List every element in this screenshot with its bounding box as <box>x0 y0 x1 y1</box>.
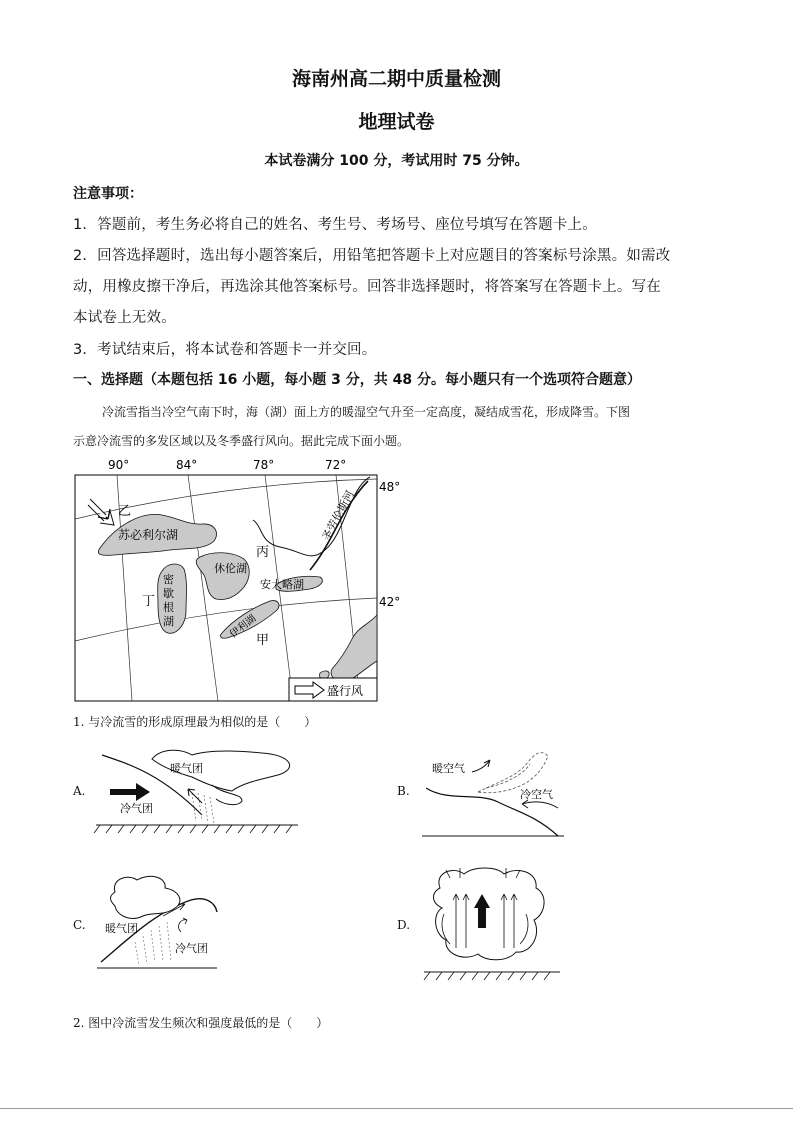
option-c-warm-label: 暖气团 <box>105 922 138 935</box>
option-c-diagram[interactable] <box>95 872 220 980</box>
label-ding: 丁 <box>142 594 156 609</box>
option-a-warm-label: 暖气团 <box>170 762 203 775</box>
notice-item-2-line-3: 本试卷上无效。 <box>73 310 176 326</box>
label-st-lawrence-river: 圣劳伦斯河 <box>319 488 357 544</box>
notice-heading: 注意事项： <box>73 186 143 202</box>
legend-label: 盛行风 <box>327 684 364 698</box>
lon-label-90: 90° <box>108 458 130 472</box>
option-b-diagram[interactable] <box>418 742 568 842</box>
lon-label-78: 78° <box>253 458 275 472</box>
option-a-cold-label: 冷气团 <box>120 802 153 815</box>
label-lake-superior: 苏必利尔湖 <box>118 528 179 542</box>
notice-item-1: 1．答题前，考生务必将自己的姓名、考生号、考场号、座位号填写在答题卡上。 <box>73 217 597 233</box>
label-lake-michigan: 密歇根湖 <box>163 573 174 628</box>
question-2: 2. 图中冷流雪发生频次和强度最低的是（ ） <box>73 1016 329 1030</box>
ground-hatch <box>94 825 292 833</box>
notice-item-2-line-1: 2．回答选择题时，选出每小题答案后，用铅笔把答题卡上对应题目的答案标号涂黑。如需改 <box>73 248 671 264</box>
option-d-diagram[interactable] <box>420 864 565 986</box>
lon-label-84: 84° <box>176 458 198 472</box>
label-lake-erie: 伊利湖 <box>227 613 259 641</box>
label-bing: 丙 <box>256 545 270 560</box>
notice-item-3: 3．考试结束后，将本试卷和答题卡一并交回。 <box>73 342 377 358</box>
question-1: 1. 与冷流雪的形成原理最为相似的是（ ） <box>73 715 317 729</box>
option-b-letter[interactable]: B. <box>397 784 410 798</box>
option-a-diagram[interactable] <box>92 745 302 837</box>
great-lakes-map <box>70 455 401 705</box>
label-yi: 乙 <box>118 504 132 519</box>
label-lake-ontario: 安大略湖 <box>260 578 304 591</box>
page-title: 海南州高二期中质量检测 <box>291 68 501 90</box>
option-c-cold-label: 冷气团 <box>175 942 208 955</box>
ground-hatch-d <box>424 972 550 980</box>
notice-item-2-line-2: 动，用橡皮擦干净后，再选涂其他答案标号。回答非选择题时，将答案写在答题卡上。写在 <box>73 279 661 295</box>
section-heading: 一、选择题（本题包括 16 小题，每小题 3 分，共 48 分。每小题只有一个选项符合题意） <box>73 372 641 388</box>
lat-label-42: 42° <box>379 595 401 609</box>
lon-label-72: 72° <box>325 458 347 472</box>
label-lake-huron: 休伦湖 <box>214 562 247 575</box>
intro-line-1: 冷流雪指当冷空气南下时，海（湖）面上方的暖湿空气升至一定高度，凝结成雪花，形成降雪。下图 <box>102 405 631 419</box>
label-jia: 甲 <box>256 633 270 648</box>
option-a-letter[interactable]: A. <box>73 784 86 798</box>
option-c-letter[interactable]: C. <box>73 918 86 932</box>
option-b-cold-label: 冷空气 <box>520 788 553 801</box>
page-bottom-rule <box>0 1108 793 1109</box>
cold-front-arrow-icon <box>110 783 150 801</box>
subject-title: 地理试卷 <box>358 111 435 133</box>
option-d-letter[interactable]: D. <box>397 918 411 932</box>
intro-line-2: 示意冷流雪的多发区域以及冬季盛行风向。据此完成下面小题。 <box>73 434 410 448</box>
lat-label-48: 48° <box>379 480 401 494</box>
option-b-warm-label: 暖空气 <box>432 762 465 775</box>
score-note: 本试卷满分 100 分，考试用时 75 分钟。 <box>264 153 529 169</box>
